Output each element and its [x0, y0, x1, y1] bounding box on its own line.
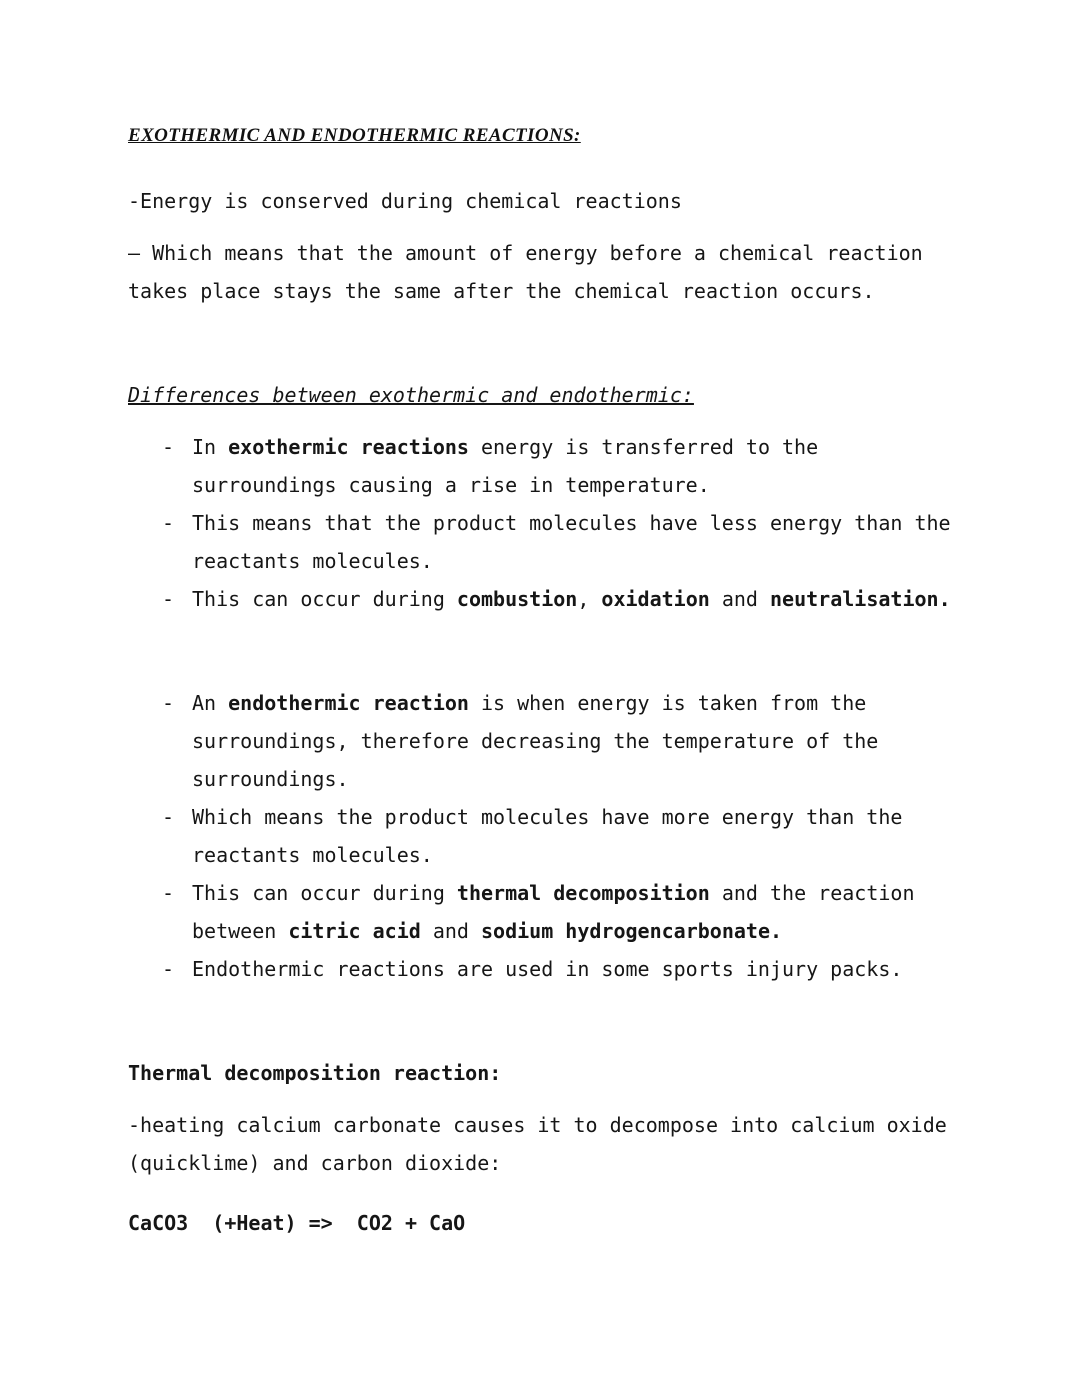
document-title: EXOTHERMIC AND ENDOTHERMIC REACTIONS: — [128, 125, 581, 146]
bullet-marker: - — [162, 435, 175, 460]
list-item — [162, 428, 952, 504]
list-item — [162, 580, 952, 618]
thermal-decomposition-heading: Thermal decomposition reaction: — [128, 1061, 502, 1086]
list-item — [162, 950, 952, 988]
list-item — [162, 874, 952, 950]
thermal-decomposition-paragraph: -heating calcium carbonate causes it to decompose into calcium oxide (quicklime) and carbon dioxide: — [128, 1113, 947, 1176]
bullet-marker: - — [162, 957, 175, 982]
chemical-equation: CaCO3 (+Heat) => CO2 + CaO — [128, 1211, 466, 1236]
bullet-marker: - — [162, 511, 175, 536]
bullet-marker: - — [162, 881, 175, 906]
intro-paragraph-2: – Which means that the amount of energy before a chemical reaction takes place stays the same after the chemical reaction occurs. — [128, 241, 923, 304]
list-item-text: This can occur during combustion, oxidation and neutralisation. — [192, 587, 951, 612]
differences-heading: Differences between exothermic and endothermic: — [128, 383, 694, 408]
list-item-text: Which means the product molecules have more energy than the reactants molecules. — [192, 805, 903, 868]
list-item-text: In exothermic reactions energy is transferred to the surroundings causing a rise in temperature. — [192, 435, 819, 498]
exothermic-list — [128, 428, 952, 618]
list-item-text: This can occur during thermal decomposition and the reaction between citric acid and sodium hydrogencarbonate. — [192, 881, 915, 944]
list-item — [162, 504, 952, 580]
list-item — [162, 798, 952, 874]
list-item-text: An endothermic reaction is when energy is taken from the surroundings, therefore decreasing the temperature of the surroundings. — [192, 691, 879, 792]
bullet-marker: - — [162, 691, 175, 716]
bullet-marker: - — [162, 805, 175, 830]
endothermic-list — [128, 684, 952, 988]
bullet-marker: - — [162, 587, 175, 612]
list-item-text: This means that the product molecules have less energy than the reactants molecules. — [192, 511, 951, 574]
intro-paragraph-1: -Energy is conserved during chemical reactions — [128, 189, 682, 214]
list-item-text: Endothermic reactions are used in some sports injury packs. — [192, 957, 903, 982]
list-item — [162, 684, 952, 798]
